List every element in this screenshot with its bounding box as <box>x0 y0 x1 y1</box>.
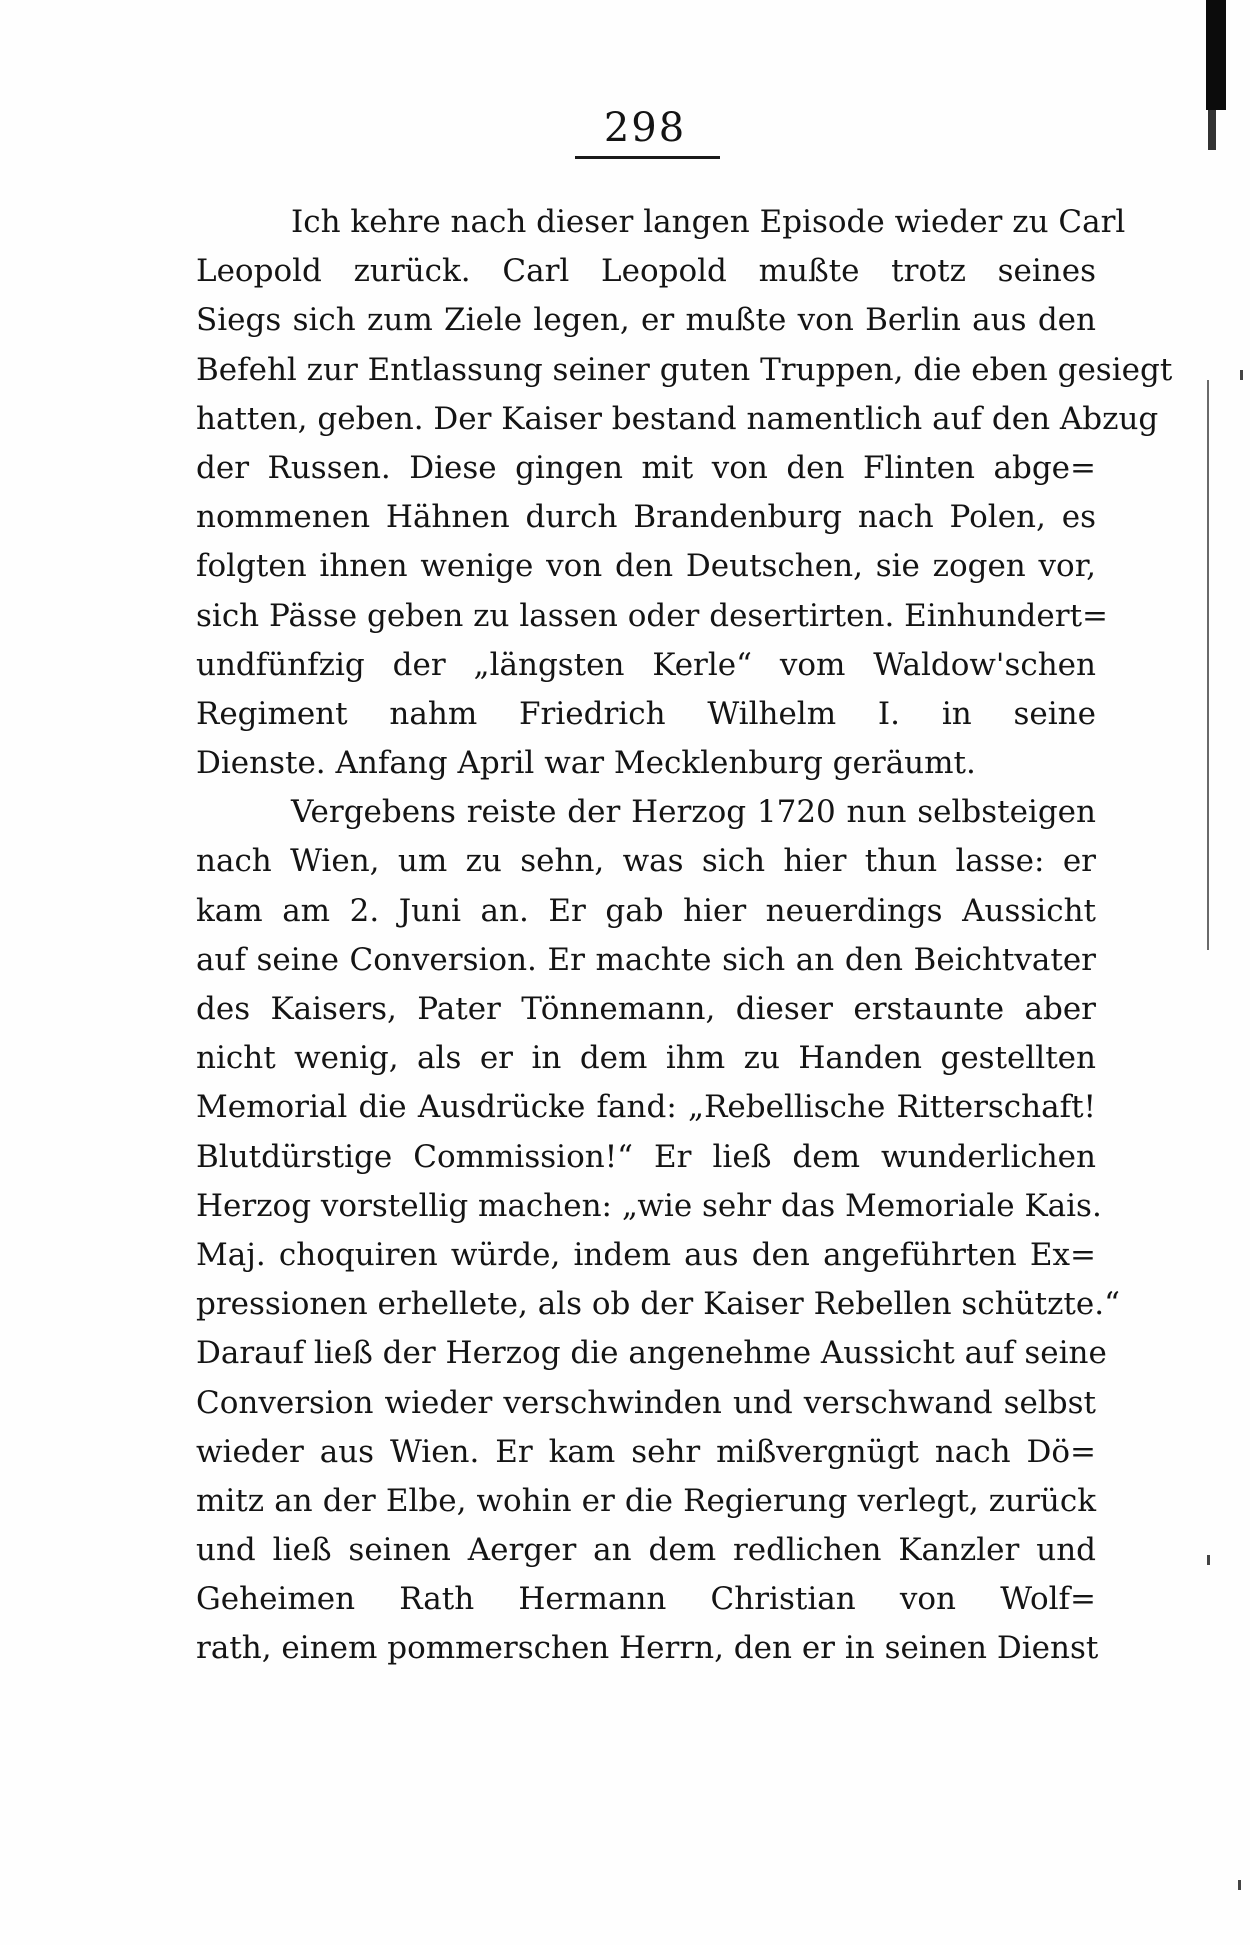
scan-speck <box>1207 1555 1210 1565</box>
text-line: auf seine Conversion. Er machte sich an den Beichtvater <box>196 941 1096 978</box>
scan-edge-artifact <box>1206 0 1226 110</box>
text-line: wieder aus Wien. Er kam sehr mißvergnügt nach Dö= <box>196 1433 1096 1470</box>
text-line: sich Pässe geben zu lassen oder desertirten. Einhundert= <box>196 597 1109 634</box>
text-line: rath, einem pommerschen Herrn, den er in seinen Dienst <box>196 1630 1099 1667</box>
scan-speck <box>1240 370 1243 380</box>
text-line: pressionen erhellete, als ob der Kaiser Rebellen schützte.“ <box>196 1286 1120 1323</box>
text-line: undfünfzig der „längsten Kerle“ vom Waldow'schen <box>196 646 1096 683</box>
text-line: Memorial die Ausdrücke fand: „Rebellische Ritterschaft! <box>196 1089 1096 1126</box>
text-line: der Russen. Diese gingen mit von den Flinten abge= <box>196 449 1096 486</box>
scan-edge-line <box>1207 380 1209 950</box>
text-line: hatten, geben. Der Kaiser bestand namentlich auf den Abzug <box>196 400 1159 437</box>
text-line: Maj. choquiren würde, indem aus den angeführten Ex= <box>196 1236 1096 1273</box>
text-line: mitz an der Elbe, wohin er die Regierung verlegt, zurück <box>196 1482 1096 1519</box>
page-number: 298 <box>603 105 687 151</box>
text-line: Vergebens reiste der Herzog 1720 nun selbsteigen <box>291 794 1096 831</box>
text-line: nach Wien, um zu sehn, was sich hier thun lasse: er <box>196 843 1096 880</box>
text-line: Ich kehre nach dieser langen Episode wieder zu Carl <box>291 204 1126 240</box>
text-line: Blutdürstige Commission!“ Er ließ dem wunderlichen <box>196 1138 1096 1175</box>
scan-edge-artifact <box>1208 110 1216 150</box>
text-line: Leopold zurück. Carl Leopold mußte trotz seines <box>196 253 1096 290</box>
text-line: Conversion wieder verschwinden und verschwand selbst <box>196 1384 1096 1421</box>
text-line: Befehl zur Entlassung seiner guten Truppen, die eben gesiegt <box>196 351 1173 388</box>
page-number-rule <box>575 156 720 159</box>
text-line: Dienste. Anfang April war Mecklenburg geräumt. <box>196 745 976 782</box>
text-line: kam am 2. Juni an. Er gab hier neuerdings Aussicht <box>196 892 1096 929</box>
text-line: des Kaisers, Pater Tönnemann, dieser erstaunte aber <box>196 991 1096 1027</box>
text-line: Darauf ließ der Herzog die angenehme Aussicht auf seine <box>196 1335 1107 1372</box>
text-line: Herzog vorstellig machen: „wie sehr das Memoriale Kais. <box>196 1187 1102 1224</box>
scan-speck <box>1238 1880 1241 1890</box>
text-line: folgten ihnen wenige von den Deutschen, sie zogen vor, <box>196 548 1096 585</box>
text-line: Siegs sich zum Ziele legen, er mußte von Berlin aus den <box>196 302 1096 339</box>
text-line: Regiment nahm Friedrich Wilhelm I. in seine <box>196 695 1096 732</box>
text-line: und ließ seinen Aerger an dem redlichen Kanzler und <box>196 1532 1096 1569</box>
text-line: nommenen Hähnen durch Brandenburg nach Polen, es <box>196 499 1096 536</box>
body-text <box>196 198 1173 1674</box>
text-line: nicht wenig, als er in dem ihm zu Handen gestellten <box>196 1040 1096 1077</box>
text-line: Geheimen Rath Hermann Christian von Wolf= <box>196 1581 1096 1618</box>
